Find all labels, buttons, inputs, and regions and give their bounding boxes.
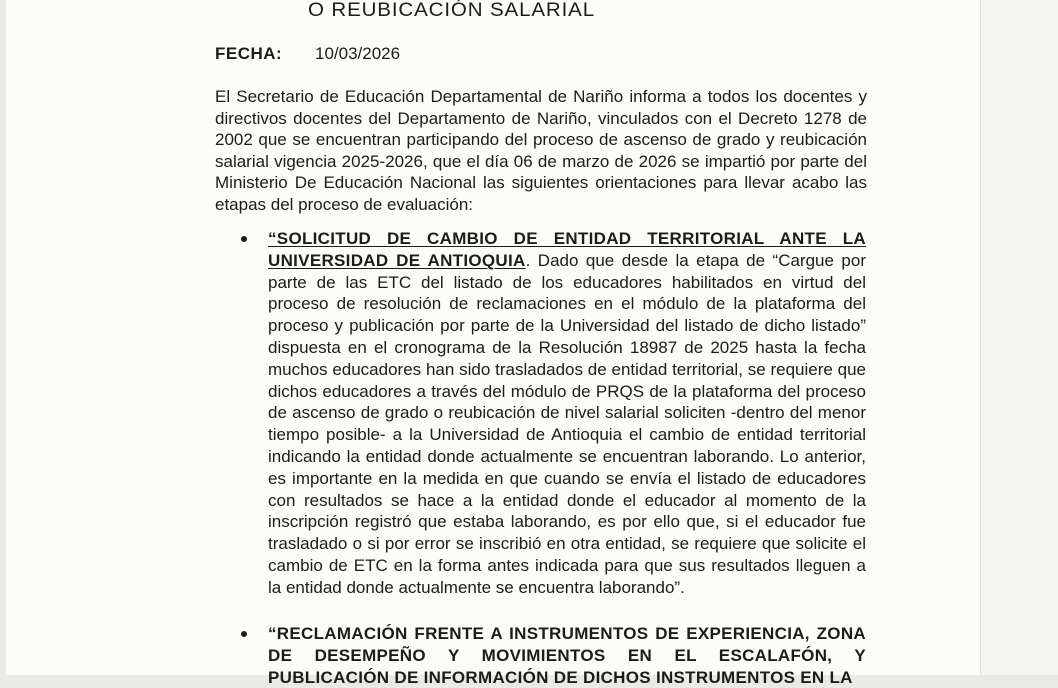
bullet-title: “RECLAMACIÓN FRENTE A INSTRUMENTOS DE EXPERIENCIA, ZONA DE DESEMPEÑO Y MOVIMIENTOS EN EL ESCALAFÓN, Y PUBLICACIÓN DE INFORMACIÓN DE DICHOS INSTRUMENTOS EN LA <box>268 624 866 687</box>
date-row <box>215 44 401 64</box>
date-label: FECHA: <box>215 44 283 63</box>
bullet-body: . Dado que desde la etapa de “Cargue por parte de las ETC del listado de los educadores habilitados en virtud del proceso de resolución de reclamaciones en el módulo de la plataforma del proceso y publicación por parte de la Universidad del listado de dicho listado” dispuesta en el cronograma de la Resolución 18987 de 2025 hasta la fecha muchos educadores han sido trasladados de entidad territorial, se requiere que dichos educadores a través del módulo de PRQS de la plataforma del proceso de ascenso de grado o reubicación de nivel salarial soliciten -dentro del menor tiempo posible- a la Universidad de Antioquia el cambio de entidad territorial indicando la entidad donde actualmente se encuentran laborando. Lo anterior, es importante en la medida en que cuando se envía el listado de educadores con resultados se hace a la entidad donde el educador al momento de la inscripción registró que estaba laborando, es por ello que, si el educador fue trasladado o si por error se inscribió en otra entidad, se requiere que solicite el cambio de ETC en la forma antes indicada para que sus resultados lleguen a la entidad donde actualmente se encuentra laborando”. <box>268 250 866 597</box>
bullet-item-reclamation <box>268 623 866 688</box>
intro-paragraph: El Secretario de Educación Departamental de Nariño informa a todos los docentes y directivos docentes del Departamento de Nariño, vinculados con el Decreto 1278 de 2002 que se encuentran participando del proceso de ascenso de grado y reubicación salarial vigencia 2025-2026, que el día 06 de marzo de 2026 se impartió por parte del Ministerio De Educación Nacional las siguientes orientaciones para llevar acabo las etapas del proceso de evaluación: <box>215 87 867 214</box>
bullet-icon <box>241 631 247 637</box>
bullet-item-entity-change <box>268 228 866 599</box>
bullet-icon <box>241 236 247 242</box>
document-page <box>6 0 980 687</box>
scan-margin <box>980 0 1058 675</box>
bullet-title: “SOLICITUD DE CAMBIO DE ENTIDAD TERRITORIAL ANTE LA UNIVERSIDAD DE ANTIOQUIA <box>268 229 866 270</box>
date-value: 10/03/2026 <box>315 44 401 63</box>
page-heading: O REUBICACIÓN SALARIAL <box>308 0 595 21</box>
